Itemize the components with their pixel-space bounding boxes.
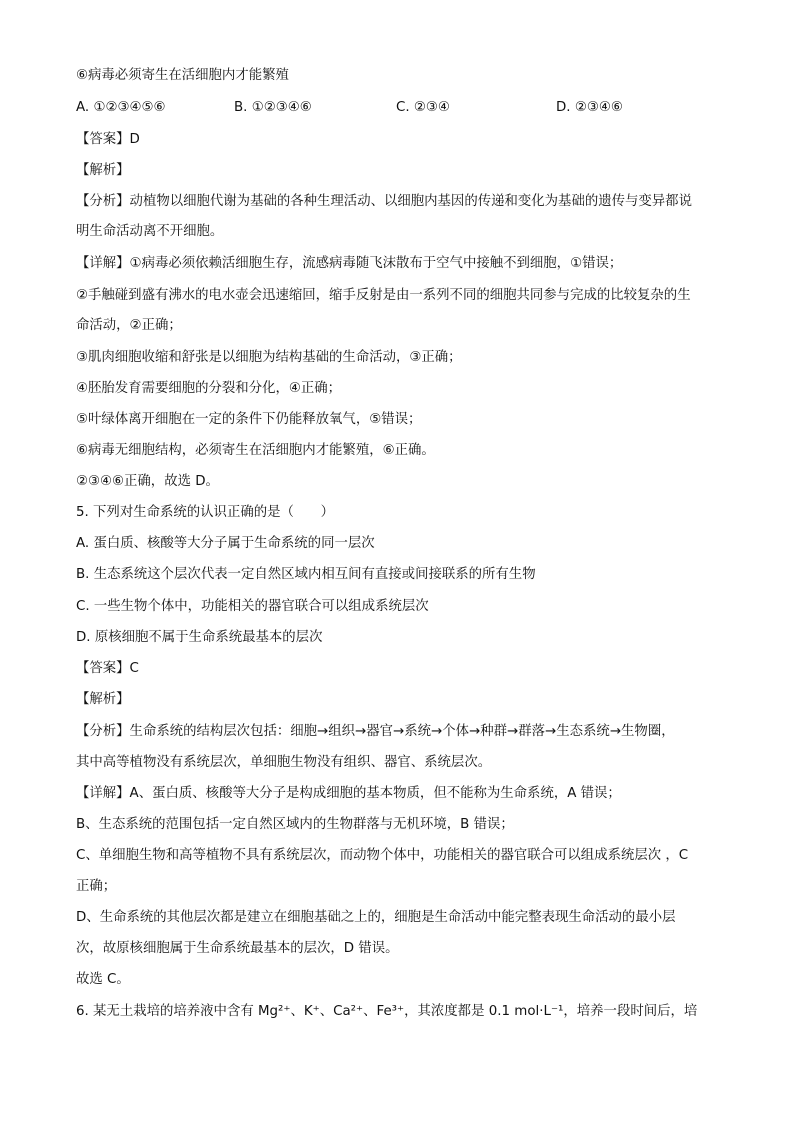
analysis-heading: 【解析】 [76, 163, 130, 178]
answer-line: 【答案】C [76, 661, 139, 676]
question-stem: 5. 下列对生命系统的认识正确的是（ ） [76, 505, 335, 520]
text-line: C、单细胞生物和高等植物不具有系统层次，而动物个体中，功能相关的器官联合可以组成系统层次 ，C [76, 848, 689, 863]
option-c: C. ②③④ [396, 100, 450, 115]
text-line: 故选 C。 [76, 972, 130, 987]
text-line: B、生态系统的范围包括一定自然区域内的生物群落与无机环境，B 错误； [76, 817, 514, 832]
text-line: 明生命活动离不开细胞。 [76, 224, 224, 239]
text-line: ⑥病毒必须寄生在活细胞内才能繁殖 [76, 68, 289, 83]
text-line: 【详解】A、蛋白质、核酸等大分子是构成细胞的基本物质，但不能称为生命系统，A 错误； [76, 786, 621, 801]
option-b: B. ①②③④⑥ [234, 100, 312, 115]
text-line: 【分析】动植物以细胞代谢为基础的各种生理活动、以细胞内基因的传递和变化为基础的遗传与变异都说 [76, 194, 692, 209]
text-line: ⑥病毒无细胞结构，必须寄生在活细胞内才能繁殖，⑥正确。 [76, 443, 435, 458]
question-stem: 6. 某无土栽培的培养液中含有 Mg²⁺、K⁺、Ca²⁺、Fe³⁺，其浓度都是 0.1 mol·L⁻¹，培养一段时间后，培 [76, 1004, 698, 1019]
text-line: ④胚胎发育需要细胞的分裂和分化，④正确； [76, 381, 342, 396]
text-line: 【详解】①病毒必须依赖活细胞生存，流感病毒随飞沫散布于空气中接触不到细胞，①错误； [76, 256, 623, 271]
option-a: A. ①②③④⑤⑥ [76, 100, 166, 115]
analysis-heading: 【解析】 [76, 692, 130, 707]
text-line: ②③④⑥正确，故选 D。 [76, 474, 219, 489]
option-d: D. ②③④⑥ [556, 100, 623, 115]
text-line: ③肌肉细胞收缩和舒张是以细胞为结构基础的生命活动，③正确； [76, 350, 462, 365]
text-line: D、生命系统的其他层次都是建立在细胞基础之上的，细胞是生命活动中能完整表现生命活动的最小层 [76, 910, 676, 925]
text-line: ⑤叶绿体离开细胞在一定的条件下仍能释放氧气，⑤错误； [76, 412, 422, 427]
answer-line: 【答案】D [76, 132, 140, 147]
text-line: 命活动，②正确； [76, 318, 182, 333]
text-line: ②手触碰到盛有沸水的电水壶会迅速缩回，缩手反射是由一系列不同的细胞共同参与完成的比较复杂的生 [76, 288, 691, 303]
text-line: 【分析】生命系统的结构层次包括：细胞→组织→器官→系统→个体→种群→群落→生态系统→生物圈， [76, 724, 675, 739]
choice-a: A. 蛋白质、核酸等大分子属于生命系统的同一层次 [76, 536, 375, 551]
text-line: 次，故原核细胞属于生命系统最基本的层次，D 错误。 [76, 941, 399, 956]
choice-b: B. 生态系统这个层次代表一定自然区域内相互间有直接或间接联系的所有生物 [76, 567, 536, 582]
text-line: 正确； [76, 879, 117, 894]
choice-c: C. 一些生物个体中，功能相关的器官联合可以组成系统层次 [76, 599, 429, 614]
choice-d: D. 原核细胞不属于生命系统最基本的层次 [76, 630, 323, 645]
text-line: 其中高等植物没有系统层次，单细胞生物没有组织、器官、系统层次。 [76, 755, 492, 770]
